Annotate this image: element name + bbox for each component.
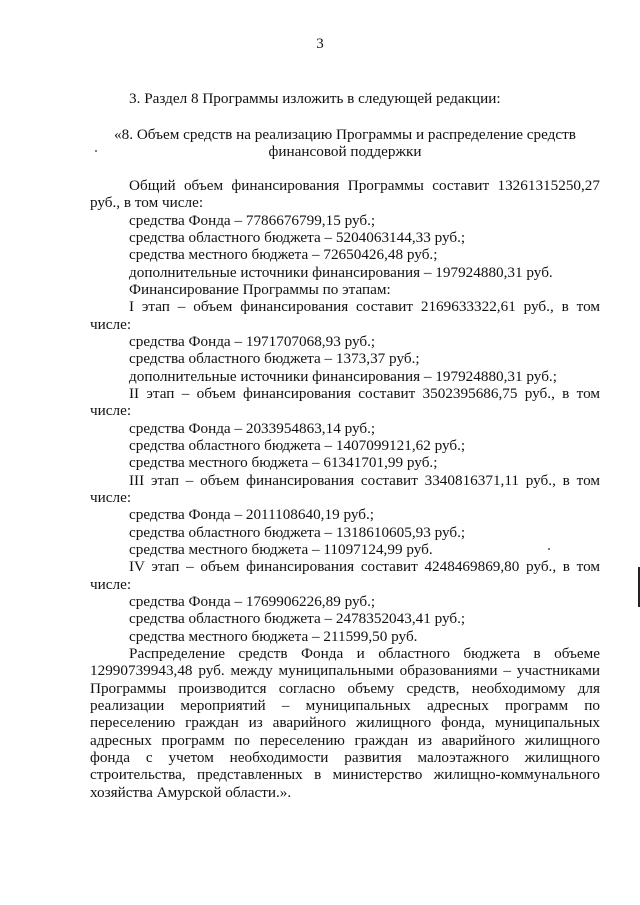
paragraph-line: средства местного бюджета – 72650426,48 руб.; [129, 246, 438, 263]
paragraph-line: средства областного бюджета – 5204063144,33 руб.; [129, 229, 466, 246]
paragraph-line: дополнительные источники финансирования – 197924880,31 руб. [129, 264, 553, 281]
paragraph-line: Программы производится согласно объему средств, необходимому для [90, 680, 600, 697]
paragraph-line: дополнительные источники финансирования – 197924880,31 руб.; [129, 368, 557, 385]
paragraph-line: II этап – объем финансирования составит 3502395686,75 руб., в том [129, 385, 600, 402]
paragraph-line: средства областного бюджета – 1373,37 руб.; [129, 350, 420, 367]
paragraph-line: средства Фонда – 1971707068,93 руб.; [129, 333, 376, 350]
paragraph-line: числе: [90, 316, 132, 333]
paragraph-line: хозяйства Амурской области.». [90, 784, 292, 801]
scan-speck [95, 150, 97, 152]
paragraph-line: средства областного бюджета – 2478352043,41 руб.; [129, 610, 466, 627]
paragraph-line: переселению граждан из аварийного жилищного фонда, муниципальных [90, 714, 600, 731]
paragraph-line: руб., в том числе: [90, 194, 204, 211]
paragraph-line: средства Фонда – 2011108640,19 руб.; [129, 506, 374, 523]
paragraph-line: числе: [90, 576, 132, 593]
paragraph-line: III этап – объем финансирования составит 3340816371,11 руб., в том [129, 472, 600, 489]
section-heading: 3. Раздел 8 Программы изложить в следующей редакции: [129, 90, 501, 107]
paragraph-line: средства Фонда – 7786676799,15 руб.; [129, 212, 376, 229]
section-title-line-2: финансовой поддержки [268, 143, 422, 160]
paragraph-line: IV этап – объем финансирования составит 4248469869,80 руб., в том [129, 558, 600, 575]
paragraph-line: Распределение средств Фонда и областного бюджета в объеме [129, 645, 600, 662]
paragraph-line: средства Фонда – 1769906226,89 руб.; [129, 593, 376, 610]
paragraph-line: средства местного бюджета – 61341701,99 руб.; [129, 454, 438, 471]
paragraph-line: 12990739943,48 руб. между муниципальными образованиями – участниками [90, 662, 600, 679]
paragraph-line: адресных программ по переселению граждан из аварийного жилищного [90, 732, 600, 749]
paragraph-line: средства местного бюджета – 211599,50 руб. [129, 628, 418, 645]
paragraph-line: средства областного бюджета – 1407099121,62 руб.; [129, 437, 466, 454]
paragraph-line: средства областного бюджета – 1318610605,93 руб.; [129, 524, 466, 541]
paragraph-line: Общий объем финансирования Программы составит 13261315250,27 [129, 177, 600, 194]
paragraph-line: числе: [90, 402, 132, 419]
paragraph-line: I этап – объем финансирования составит 2169633322,61 руб., в том [129, 298, 600, 315]
section-title-line-1: «8. Объем средств на реализацию Программы и распределение средств [114, 126, 576, 143]
paragraph-line: средства Фонда – 2033954863,14 руб.; [129, 420, 376, 437]
scan-speck [548, 548, 550, 550]
paragraph-line: средства местного бюджета – 11097124,99 руб. [129, 541, 433, 558]
paragraph-line: реализации мероприятий – муниципальных адресных программ по [90, 697, 600, 714]
paragraph-line: Финансирование Программы по этапам: [129, 281, 391, 298]
paragraph-line: числе: [90, 489, 132, 506]
page-number: 3 [316, 36, 324, 52]
paragraph-line: фонда с учетом необходимости развития малоэтажного жилищного [90, 749, 600, 766]
paragraph-line: строительства, представленных в министерство жилищно-коммунального [90, 766, 600, 783]
